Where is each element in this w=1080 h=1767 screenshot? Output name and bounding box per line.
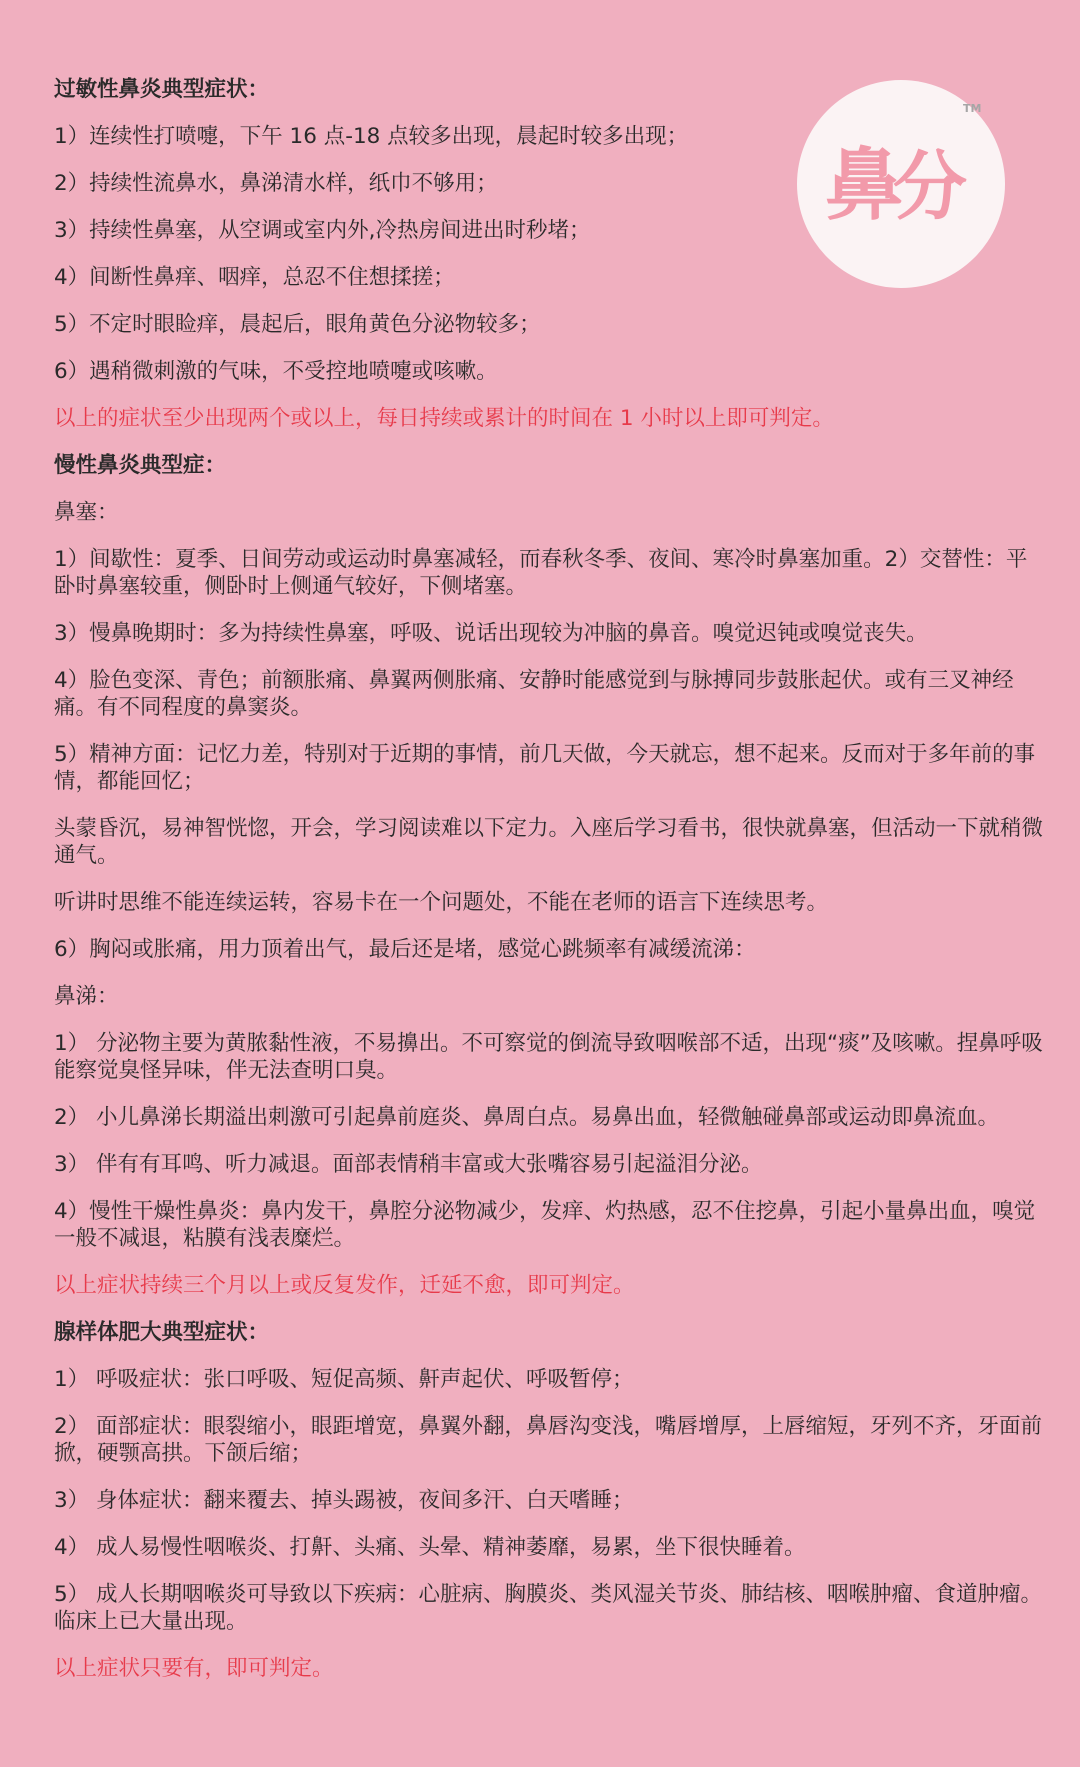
- section-title-chronic: 慢性鼻炎典型症：: [54, 453, 227, 478]
- list-item: 5）精神方面：记忆力差，特别对于近期的事情，前几天做，今天就忘，想不起来。反而对于多年前的事情，都能回忆；: [54, 742, 1036, 794]
- list-item: 4） 成人易慢性咽喉炎、打鼾、头痛、头晕、精神萎靡，易累，坐下很快睡着。: [54, 1535, 806, 1560]
- list-item: 3）持续性鼻塞，从空调或室内外,冷热房间进出时秒堵；: [54, 218, 591, 243]
- logo-char-left: 鼻: [825, 141, 904, 231]
- list-item: 6）遇稍微刺激的气味，不受控地喷嚏或咳嗽。: [54, 359, 498, 384]
- section-title-adenoid: 腺样体肥大典型症状：: [54, 1320, 270, 1345]
- list-item: 5） 成人长期咽喉炎可导致以下疾病：心脏病、胸膜炎、类风湿关节炎、肺结核、咽喉肿瘤、食道肿瘤。临床上已大量出现。: [54, 1582, 1043, 1634]
- list-item: 6）胸闷或胀痛，用力顶着出气，最后还是堵，感觉心跳频率有减缓流涕：: [54, 937, 756, 962]
- section-title-allergic: 过敏性鼻炎典型症状：: [54, 77, 270, 102]
- list-item: 4）脸色变深、青色；前额胀痛、鼻翼两侧胀痛、安静时能感觉到与脉搏同步鼓胀起伏。或有三叉神经痛。有不同程度的鼻窦炎。: [54, 668, 1014, 720]
- list-item: 1）间歇性：夏季、日间劳动或运动时鼻塞减轻，而春秋冬季、夜间、寒冷时鼻塞加重。2）交替性：平卧时鼻塞较重，侧卧时上侧通气较好，下侧堵塞。: [54, 547, 1028, 599]
- list-item: 3） 伴有有耳鸣、听力减退。面部表情稍丰富或大张嘴容易引起溢泪分泌。: [54, 1152, 763, 1177]
- judgement-note-chronic: 以上症状持续三个月以上或反复发作，迁延不愈，即可判定。: [54, 1273, 635, 1298]
- list-item: 头蒙昏沉，易神智恍惚，开会，学习阅读难以下定力。入座后学习看书，很快就鼻塞，但活动一下就稍微通气。: [54, 816, 1044, 868]
- list-item: 4）间断性鼻痒、咽痒，总忍不住想揉搓；: [54, 265, 455, 290]
- list-item: 2）持续性流鼻水，鼻涕清水样，纸巾不够用；: [54, 171, 498, 196]
- trademark-mark: TM: [963, 102, 982, 115]
- list-item: 1） 分泌物主要为黄脓黏性液，不易擤出。不可察觉的倒流导致咽喉部不适，出现“痰”及咳嗽。捏鼻呼吸能察觉臭怪异味，伴无法查明口臭。: [54, 1031, 1043, 1083]
- list-item: 听讲时思维不能连续运转，容易卡在一个问题处，不能在老师的语言下连续思考。: [54, 890, 829, 915]
- list-item: 2） 面部症状：眼裂缩小，眼距增宽，鼻翼外翻，鼻唇沟变浅，嘴唇增厚，上唇缩短，牙列不齐，牙面前掀，硬颚高拱。下颌后缩；: [54, 1414, 1043, 1466]
- judgement-note-allergic: 以上的症状至少出现两个或以上，每日持续或累计的时间在 1 小时以上即可判定。: [54, 406, 834, 431]
- subheading-mucus: 鼻涕：: [54, 984, 119, 1009]
- subheading-congestion: 鼻塞：: [54, 500, 119, 525]
- list-item: 1） 呼吸症状：张口呼吸、短促高频、鼾声起伏、呼吸暂停；: [54, 1367, 634, 1392]
- list-item: 5）不定时眼睑痒，晨起后，眼角黄色分泌物较多；: [54, 312, 541, 337]
- list-item: 1）连续性打喷嚏，下午 16 点-18 点较多出现，晨起时较多出现；: [54, 124, 689, 149]
- logo-char-right: 分: [893, 144, 967, 230]
- list-item: 3） 身体症状：翻来覆去、掉头踢被，夜间多汗、白天嗜睡；: [54, 1488, 634, 1513]
- list-item: 4）慢性干燥性鼻炎：鼻内发干，鼻腔分泌物减少，发痒、灼热感，忍不住挖鼻，引起小量鼻出血，嗅觉一般不减退，粘膜有浅表糜烂。: [54, 1199, 1036, 1251]
- list-item: 2） 小儿鼻涕长期溢出刺激可引起鼻前庭炎、鼻周白点。易鼻出血，轻微触碰鼻部或运动即鼻流血。: [54, 1105, 1000, 1130]
- judgement-note-adenoid: 以上症状只要有，即可判定。: [54, 1656, 334, 1681]
- list-item: 3）慢鼻晚期时：多为持续性鼻塞，呼吸、说话出现较为冲脑的鼻音。嗅觉迟钝或嗅觉丧失。: [54, 621, 928, 646]
- article-body: [54, 76, 1044, 1702]
